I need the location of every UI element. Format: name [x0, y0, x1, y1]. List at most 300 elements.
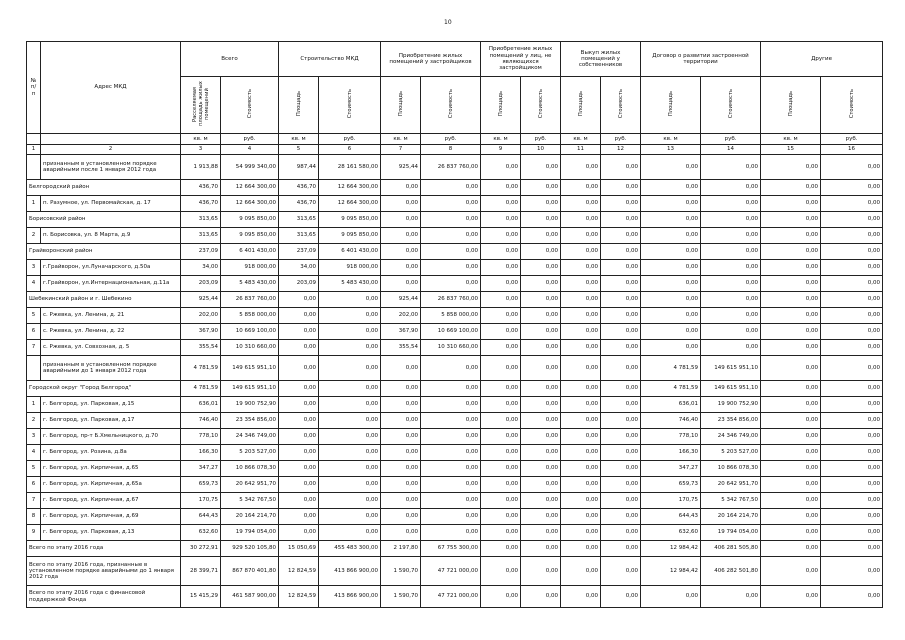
subheader-cell: [641, 77, 701, 134]
row-number: [27, 356, 41, 381]
table-row: [27, 525, 883, 541]
value-cell: 0,00: [481, 308, 521, 324]
value-cell: 0,00: [421, 196, 481, 212]
value-cell: 0,00: [821, 525, 883, 541]
row-number: 7: [27, 493, 41, 509]
subheader-cell: [601, 77, 641, 134]
value-cell: 0,00: [561, 228, 601, 244]
value-cell: 0,00: [381, 381, 421, 397]
value-cell: 20 164 214,70: [221, 509, 279, 525]
value-cell: 0,00: [521, 477, 561, 493]
value-cell: 929 520 105,80: [221, 541, 279, 557]
value-cell: 19 794 054,00: [701, 525, 761, 541]
value-cell: 0,00: [279, 340, 319, 356]
value-cell: 0,00: [279, 356, 319, 381]
value-cell: 10 866 078,30: [701, 461, 761, 477]
value-cell: 746,40: [641, 413, 701, 429]
column-number: 4: [221, 145, 279, 155]
value-cell: 0,00: [279, 461, 319, 477]
subheader-cell: [521, 77, 561, 134]
subheader-label: Стоимость: [246, 89, 253, 119]
value-cell: 0,00: [761, 429, 821, 445]
value-cell: 925,44: [181, 292, 221, 308]
value-cell: 0,00: [601, 586, 641, 608]
value-cell: 0,00: [319, 477, 381, 493]
value-cell: 0,00: [421, 493, 481, 509]
value-cell: 0,00: [601, 461, 641, 477]
value-cell: 0,00: [701, 586, 761, 608]
value-cell: 0,00: [319, 413, 381, 429]
value-cell: 0,00: [821, 541, 883, 557]
value-cell: 12 984,42: [641, 541, 701, 557]
unit-cell: руб.: [221, 134, 279, 145]
value-cell: 34,00: [181, 260, 221, 276]
subheader-label: Стоимость: [727, 89, 734, 119]
value-cell: 0,00: [319, 493, 381, 509]
value-cell: 6 401 430,00: [319, 244, 381, 260]
subheader-label: Стоимость: [617, 89, 624, 119]
value-cell: 26 837 760,00: [421, 292, 481, 308]
value-cell: 0,00: [421, 244, 481, 260]
subheader-cell: [821, 77, 883, 134]
value-cell: 0,00: [279, 413, 319, 429]
value-cell: 644,43: [641, 509, 701, 525]
value-cell: 0,00: [641, 212, 701, 228]
value-cell: 10 669 100,00: [221, 324, 279, 340]
value-cell: 0,00: [821, 586, 883, 608]
value-cell: 10 310 660,00: [421, 340, 481, 356]
value-cell: 0,00: [381, 461, 421, 477]
row-address: г.Грайворон, ул.Интернациональная, д.11а: [41, 276, 181, 292]
value-cell: 406 281 505,80: [701, 541, 761, 557]
column-number: 16: [821, 145, 883, 155]
row-address: признанным в установленном порядке аварийными до 1 января 2012 года: [41, 356, 181, 381]
value-cell: 0,00: [481, 180, 521, 196]
value-cell: 23 354 856,00: [221, 413, 279, 429]
value-cell: 0,00: [561, 244, 601, 260]
value-cell: 0,00: [761, 260, 821, 276]
value-cell: 0,00: [481, 461, 521, 477]
value-cell: 347,27: [641, 461, 701, 477]
value-cell: 0,00: [279, 324, 319, 340]
unit-cell: руб.: [821, 134, 883, 145]
value-cell: 0,00: [521, 541, 561, 557]
row-address: признанным в установленном порядке аварийными после 1 января 2012 года: [41, 155, 181, 180]
table-row: [27, 180, 883, 196]
value-cell: 0,00: [319, 525, 381, 541]
value-cell: 0,00: [521, 228, 561, 244]
subheader-cell: [181, 77, 221, 134]
value-cell: 0,00: [761, 276, 821, 292]
value-cell: 347,27: [181, 461, 221, 477]
value-cell: 0,00: [521, 324, 561, 340]
value-cell: 24 346 749,00: [221, 429, 279, 445]
subheader-label: Площадь: [577, 91, 584, 117]
value-cell: 0,00: [821, 413, 883, 429]
value-cell: 0,00: [481, 413, 521, 429]
value-cell: 0,00: [601, 509, 641, 525]
table-row: [27, 196, 883, 212]
value-cell: 0,00: [561, 324, 601, 340]
value-cell: 0,00: [761, 397, 821, 413]
value-cell: 0,00: [381, 397, 421, 413]
value-cell: 0,00: [601, 493, 641, 509]
value-cell: 0,00: [561, 356, 601, 381]
table-row: [27, 445, 883, 461]
value-cell: 0,00: [381, 276, 421, 292]
value-cell: 436,70: [181, 180, 221, 196]
value-cell: 19 900 752,90: [701, 397, 761, 413]
value-cell: 0,00: [319, 429, 381, 445]
value-cell: 0,00: [521, 586, 561, 608]
value-cell: 0,00: [481, 397, 521, 413]
value-cell: 0,00: [561, 445, 601, 461]
value-cell: 0,00: [601, 356, 641, 381]
value-cell: 0,00: [481, 292, 521, 308]
value-cell: 0,00: [761, 228, 821, 244]
value-cell: 0,00: [561, 260, 601, 276]
value-cell: 237,09: [279, 244, 319, 260]
value-cell: 0,00: [421, 276, 481, 292]
value-cell: 0,00: [421, 445, 481, 461]
value-cell: 355,54: [181, 340, 221, 356]
value-cell: 0,00: [601, 340, 641, 356]
row-number: 5: [27, 308, 41, 324]
value-cell: 0,00: [821, 356, 883, 381]
value-cell: 0,00: [601, 155, 641, 180]
value-cell: 5 342 767,50: [701, 493, 761, 509]
value-cell: 0,00: [641, 155, 701, 180]
value-cell: 413 866 900,00: [319, 557, 381, 586]
value-cell: 0,00: [481, 155, 521, 180]
value-cell: 925,44: [381, 292, 421, 308]
value-cell: 0,00: [761, 356, 821, 381]
value-cell: 778,10: [181, 429, 221, 445]
value-cell: 0,00: [521, 244, 561, 260]
value-cell: 0,00: [761, 509, 821, 525]
value-cell: 0,00: [421, 397, 481, 413]
value-cell: 0,00: [561, 276, 601, 292]
row-address: г. Белгород, ул. Кирпичная, д.69: [41, 509, 181, 525]
value-cell: 0,00: [381, 260, 421, 276]
row-address: г. Белгород, пр-т Б.Хмельницкого, д.70: [41, 429, 181, 445]
value-cell: 0,00: [561, 413, 601, 429]
value-cell: 34,00: [279, 260, 319, 276]
value-cell: 0,00: [521, 509, 561, 525]
value-cell: 0,00: [521, 292, 561, 308]
value-cell: 0,00: [701, 324, 761, 340]
table-row: [27, 493, 883, 509]
value-cell: 0,00: [279, 509, 319, 525]
value-cell: 170,75: [181, 493, 221, 509]
value-cell: 0,00: [319, 397, 381, 413]
value-cell: 0,00: [561, 429, 601, 445]
value-cell: 0,00: [521, 155, 561, 180]
value-cell: 0,00: [561, 180, 601, 196]
value-cell: 0,00: [761, 525, 821, 541]
value-cell: 0,00: [761, 308, 821, 324]
value-cell: 12 664 300,00: [221, 196, 279, 212]
value-cell: 0,00: [821, 509, 883, 525]
value-cell: 0,00: [481, 356, 521, 381]
value-cell: 0,00: [821, 180, 883, 196]
value-cell: 0,00: [821, 212, 883, 228]
value-cell: 0,00: [821, 429, 883, 445]
unit-cell: руб.: [521, 134, 561, 145]
row-number: 8: [27, 509, 41, 525]
value-cell: 0,00: [561, 212, 601, 228]
value-cell: 0,00: [521, 340, 561, 356]
header-group-construction: Строительство МКД: [279, 42, 381, 77]
value-cell: 0,00: [761, 196, 821, 212]
value-cell: 0,00: [279, 381, 319, 397]
value-cell: 0,00: [421, 180, 481, 196]
subheader-label: Площадь: [295, 91, 302, 117]
value-cell: 0,00: [421, 381, 481, 397]
table-row: [27, 429, 883, 445]
row-address: п. Борисовка, ул. 8 Марта, д.9: [41, 228, 181, 244]
value-cell: 0,00: [641, 180, 701, 196]
value-cell: 2 197,80: [381, 541, 421, 557]
value-cell: 0,00: [761, 381, 821, 397]
value-cell: 10 866 078,30: [221, 461, 279, 477]
header-address: Адрес МКД: [41, 42, 181, 134]
value-cell: 632,60: [181, 525, 221, 541]
value-cell: 202,00: [381, 308, 421, 324]
value-cell: 0,00: [521, 525, 561, 541]
value-cell: 0,00: [561, 525, 601, 541]
value-cell: 0,00: [601, 292, 641, 308]
value-cell: 0,00: [821, 557, 883, 586]
subheader-label: Расселяемая площадь жилых помещений: [191, 81, 210, 127]
column-number: 10: [521, 145, 561, 155]
value-cell: 746,40: [181, 413, 221, 429]
header-group-total: Всего: [181, 42, 279, 77]
subheader-cell: [561, 77, 601, 134]
value-cell: 0,00: [319, 324, 381, 340]
value-cell: 0,00: [521, 557, 561, 586]
subheader-label: Площадь: [397, 91, 404, 117]
value-cell: 0,00: [821, 340, 883, 356]
row-address: г. Белгород, ул. Кирпичная, д.65: [41, 461, 181, 477]
subheader-label: Стоимость: [537, 89, 544, 119]
value-cell: 632,60: [641, 525, 701, 541]
value-cell: 0,00: [701, 212, 761, 228]
value-cell: 0,00: [521, 308, 561, 324]
value-cell: 0,00: [821, 324, 883, 340]
value-cell: 0,00: [561, 381, 601, 397]
value-cell: 9 095 850,00: [221, 228, 279, 244]
row-label: Городской округ "Город Белгород": [27, 381, 181, 397]
table-row: [27, 260, 883, 276]
value-cell: 0,00: [521, 493, 561, 509]
value-cell: 0,00: [481, 244, 521, 260]
value-cell: 0,00: [821, 381, 883, 397]
unit-cell: кв. м: [181, 134, 221, 145]
value-cell: 0,00: [521, 429, 561, 445]
value-cell: 0,00: [701, 340, 761, 356]
value-cell: 0,00: [821, 397, 883, 413]
value-cell: 9 095 850,00: [319, 228, 381, 244]
value-cell: 0,00: [761, 324, 821, 340]
column-number: 11: [561, 145, 601, 155]
value-cell: 0,00: [641, 228, 701, 244]
row-number: 3: [27, 429, 41, 445]
subheader-cell: [701, 77, 761, 134]
value-cell: 0,00: [381, 196, 421, 212]
value-cell: 0,00: [521, 445, 561, 461]
row-number: 1: [27, 196, 41, 212]
value-cell: 0,00: [701, 276, 761, 292]
value-cell: 12 984,42: [641, 557, 701, 586]
value-cell: 12 664 300,00: [319, 196, 381, 212]
value-cell: 0,00: [761, 493, 821, 509]
value-cell: 0,00: [279, 493, 319, 509]
value-cell: 0,00: [319, 308, 381, 324]
row-number: 7: [27, 340, 41, 356]
value-cell: 0,00: [381, 477, 421, 493]
table-row: [27, 461, 883, 477]
value-cell: 0,00: [761, 445, 821, 461]
page-number: 10: [444, 19, 452, 26]
value-cell: 0,00: [601, 196, 641, 212]
value-cell: 0,00: [279, 477, 319, 493]
value-cell: 12 664 300,00: [221, 180, 279, 196]
value-cell: 925,44: [381, 155, 421, 180]
table-row: [27, 356, 883, 381]
value-cell: 0,00: [821, 196, 883, 212]
subheader-label: Площадь: [787, 91, 794, 117]
table-row: [27, 324, 883, 340]
value-cell: 5 483 430,00: [319, 276, 381, 292]
value-cell: 0,00: [521, 413, 561, 429]
value-cell: 0,00: [381, 244, 421, 260]
value-cell: 0,00: [561, 196, 601, 212]
unit-cell: кв. м: [561, 134, 601, 145]
unit-cell: руб.: [421, 134, 481, 145]
value-cell: 0,00: [761, 155, 821, 180]
value-cell: 0,00: [421, 228, 481, 244]
value-cell: 0,00: [761, 461, 821, 477]
row-address: г. Белгород, ул. Кирпичная, д.65а: [41, 477, 181, 493]
row-label: Всего по этапу 2016 года, признанные в установленном порядке аварийными до 1 января 2012 года: [27, 557, 181, 586]
value-cell: 0,00: [381, 525, 421, 541]
row-number: 6: [27, 324, 41, 340]
value-cell: 0,00: [761, 180, 821, 196]
value-cell: 0,00: [821, 292, 883, 308]
value-cell: 0,00: [421, 260, 481, 276]
table-row: [27, 509, 883, 525]
housing-relocation-table: [26, 41, 883, 608]
value-cell: 355,54: [381, 340, 421, 356]
table-row: [27, 228, 883, 244]
value-cell: 0,00: [521, 260, 561, 276]
table-row: [27, 397, 883, 413]
value-cell: 0,00: [481, 381, 521, 397]
row-label: Грайворонский район: [27, 244, 181, 260]
table-row: [27, 477, 883, 493]
value-cell: 166,30: [641, 445, 701, 461]
row-address: с. Ржевка, ул. Совхозная, д. 5: [41, 340, 181, 356]
value-cell: 0,00: [641, 260, 701, 276]
value-cell: 19 900 752,90: [221, 397, 279, 413]
value-cell: 0,00: [521, 196, 561, 212]
column-number: 2: [41, 145, 181, 155]
value-cell: 0,00: [601, 244, 641, 260]
value-cell: 0,00: [821, 228, 883, 244]
value-cell: 1 590,70: [381, 586, 421, 608]
value-cell: 0,00: [279, 397, 319, 413]
value-cell: 0,00: [641, 276, 701, 292]
value-cell: 0,00: [701, 260, 761, 276]
value-cell: 237,09: [181, 244, 221, 260]
column-number: 5: [279, 145, 319, 155]
value-cell: 0,00: [821, 155, 883, 180]
value-cell: 20 642 951,70: [701, 477, 761, 493]
table-row: [27, 541, 883, 557]
value-cell: 0,00: [521, 461, 561, 477]
row-address: г. Белгород, ул. Парковая, д.17: [41, 413, 181, 429]
value-cell: 19 794 054,00: [221, 525, 279, 541]
column-number: 9: [481, 145, 521, 155]
value-cell: 0,00: [521, 276, 561, 292]
value-cell: 0,00: [481, 196, 521, 212]
table-row: [27, 340, 883, 356]
value-cell: 367,90: [181, 324, 221, 340]
value-cell: 0,00: [601, 228, 641, 244]
value-cell: 0,00: [381, 356, 421, 381]
value-cell: 636,01: [181, 397, 221, 413]
row-number: 5: [27, 461, 41, 477]
value-cell: 0,00: [279, 308, 319, 324]
header-num: № п/п: [27, 42, 41, 134]
value-cell: 26 837 760,00: [221, 292, 279, 308]
value-cell: 10 310 660,00: [221, 340, 279, 356]
value-cell: 202,00: [181, 308, 221, 324]
value-cell: 9 095 850,00: [221, 212, 279, 228]
column-number: 12: [601, 145, 641, 155]
value-cell: 0,00: [561, 509, 601, 525]
value-cell: 461 587 900,00: [221, 586, 279, 608]
header-group-territory: Договор о развитии застроенной территории: [641, 42, 761, 77]
row-address: г. Белгород, ул. Парковая, д.15: [41, 397, 181, 413]
value-cell: 30 272,91: [181, 541, 221, 557]
value-cell: 0,00: [641, 340, 701, 356]
value-cell: 0,00: [701, 308, 761, 324]
value-cell: 367,90: [381, 324, 421, 340]
value-cell: 313,65: [279, 228, 319, 244]
value-cell: 149 615 951,10: [701, 381, 761, 397]
value-cell: 0,00: [641, 244, 701, 260]
value-cell: 0,00: [561, 340, 601, 356]
value-cell: 0,00: [761, 557, 821, 586]
value-cell: 12 664 300,00: [319, 180, 381, 196]
value-cell: 0,00: [761, 340, 821, 356]
value-cell: 0,00: [561, 477, 601, 493]
value-cell: 0,00: [481, 525, 521, 541]
value-cell: 0,00: [381, 413, 421, 429]
value-cell: 413 866 900,00: [319, 586, 381, 608]
value-cell: 0,00: [761, 477, 821, 493]
value-cell: 20 164 214,70: [701, 509, 761, 525]
value-cell: 0,00: [601, 260, 641, 276]
value-cell: 0,00: [319, 340, 381, 356]
value-cell: 0,00: [421, 509, 481, 525]
value-cell: 0,00: [481, 260, 521, 276]
column-number: 14: [701, 145, 761, 155]
table-row: [27, 586, 883, 608]
value-cell: 0,00: [701, 155, 761, 180]
